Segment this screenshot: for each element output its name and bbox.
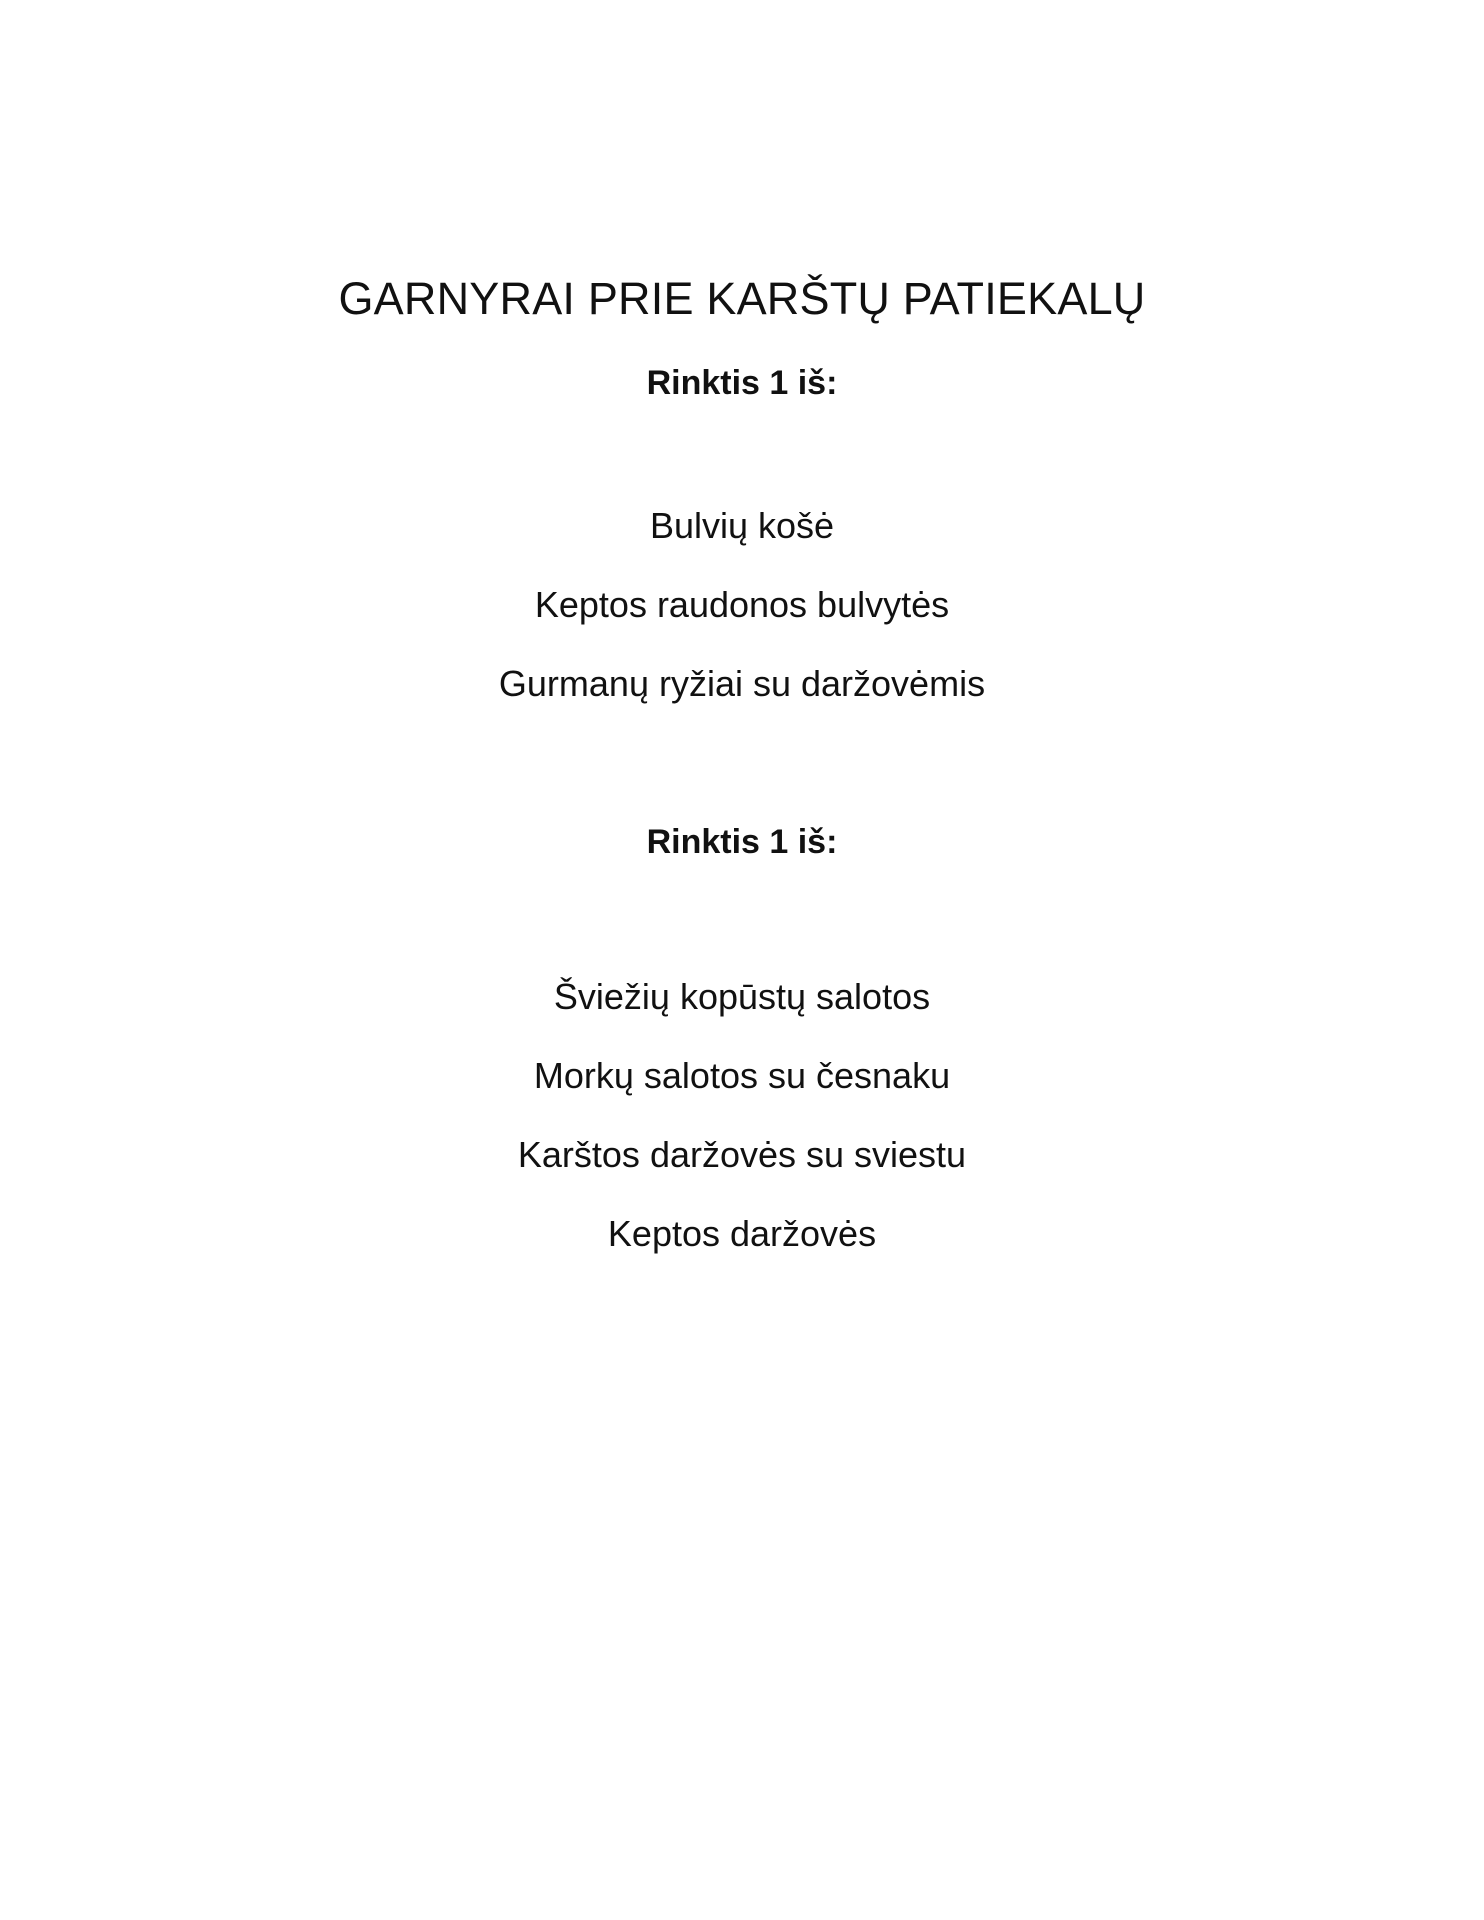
list-item: Morkų salotos su česnaku [533,1055,951,1096]
list-item: Bulvių košė [649,505,835,546]
list-item: Keptos raudonos bulvytės [534,584,950,625]
list-item: Karštos daržovės su sviestu [517,1134,967,1175]
page-title: GARNYRAI PRIE KARŠTŲ PATIEKALŲ [338,273,1146,324]
list-item: Keptos daržovės [607,1213,877,1254]
section-1-heading: Rinktis 1 iš: [646,364,838,402]
section-2-heading: Rinktis 1 iš: [646,823,838,861]
list-item: Šviežių kopūstų salotos [553,976,931,1017]
list-item: Gurmanų ryžiai su daržovėmis [498,663,986,704]
